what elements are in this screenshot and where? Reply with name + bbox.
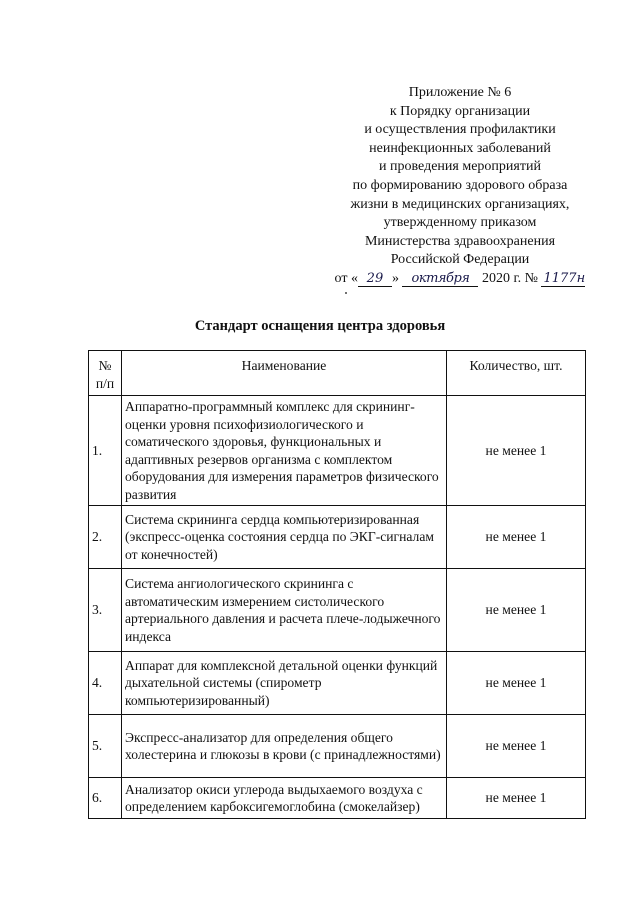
row-number: 3. [89,569,122,652]
row-quantity: не менее 1 [447,652,586,715]
table-header-row [89,351,586,396]
row-name: Система ангиологического скрининга с автоматическим измерением систолического артериального давления и расчета плече-лодыжечного индекса [122,569,447,652]
row-quantity: не менее 1 [447,715,586,778]
date-year: 2020 г. № [481,270,538,286]
header-number: № п/п [89,351,122,396]
row-number: 1. [89,396,122,506]
header-name: Наименование [122,351,447,396]
header-line: Российской Федерации [390,252,530,268]
date-prefix: от « [334,270,358,286]
row-quantity: не менее 1 [447,396,586,506]
row-number: 4. [89,652,122,715]
header-line: по формированию здорового образа [352,177,568,193]
table-row [89,506,586,569]
row-name: Аппарат для комплексной детальной оценки функций дыхательной системы (спирометр компьютеризированный) [122,652,447,715]
header-line: Приложение № 6 [408,85,512,100]
table-row [89,569,586,652]
row-name: Экспресс-анализатор для определения общего холестерина и глюкозы в крови (с принадлежностями) [122,715,447,778]
appendix-header [300,84,620,289]
row-name: Аппаратно-программный комплекс для скрининг-оценки уровня психофизиологического и соматического здоровья, функциональных и адаптивных резервов организма с комплектом оборудования для измерения параметров физического развития [122,396,447,506]
date-mid: » [391,270,399,286]
row-number: 2. [89,506,122,569]
handwritten-month: октября [402,272,478,287]
table-row [89,652,586,715]
header-line: Министерства здравоохранения [364,233,556,249]
stray-dot [345,292,347,294]
header-line: утвержденному приказом [383,215,537,231]
header-line: жизни в медицинских организациях, [350,196,570,212]
table-row [89,396,586,506]
table-row [89,778,586,819]
header-line: и осуществления профилактики [364,122,556,138]
header-line: неинфекционных заболеваний [369,140,551,156]
order-date-line [300,270,620,289]
row-number: 5. [89,715,122,778]
header-line: и проведения мероприятий [379,159,541,175]
row-name: Анализатор окиси углерода выдыхаемого воздуха с определением карбоксигемоглобина (смокелайзер) [122,778,447,819]
row-quantity: не менее 1 [447,778,586,819]
table-row [89,715,586,778]
row-name: Система скрининга сердца компьютеризированная (экспресс-оценка состояния сердца по ЭКГ-сигналам от конечностей) [122,506,447,569]
handwritten-order-number: 1177н [543,270,586,286]
equipment-table [88,350,586,819]
row-quantity: не менее 1 [447,506,586,569]
header-quantity: Количество, шт. [447,351,586,396]
handwritten-day: 29 [358,272,392,287]
row-quantity: не менее 1 [447,569,586,652]
row-number: 6. [89,778,122,819]
document-title: Стандарт оснащения центра здоровья [194,318,446,334]
header-line: к Порядку организации [389,103,531,119]
